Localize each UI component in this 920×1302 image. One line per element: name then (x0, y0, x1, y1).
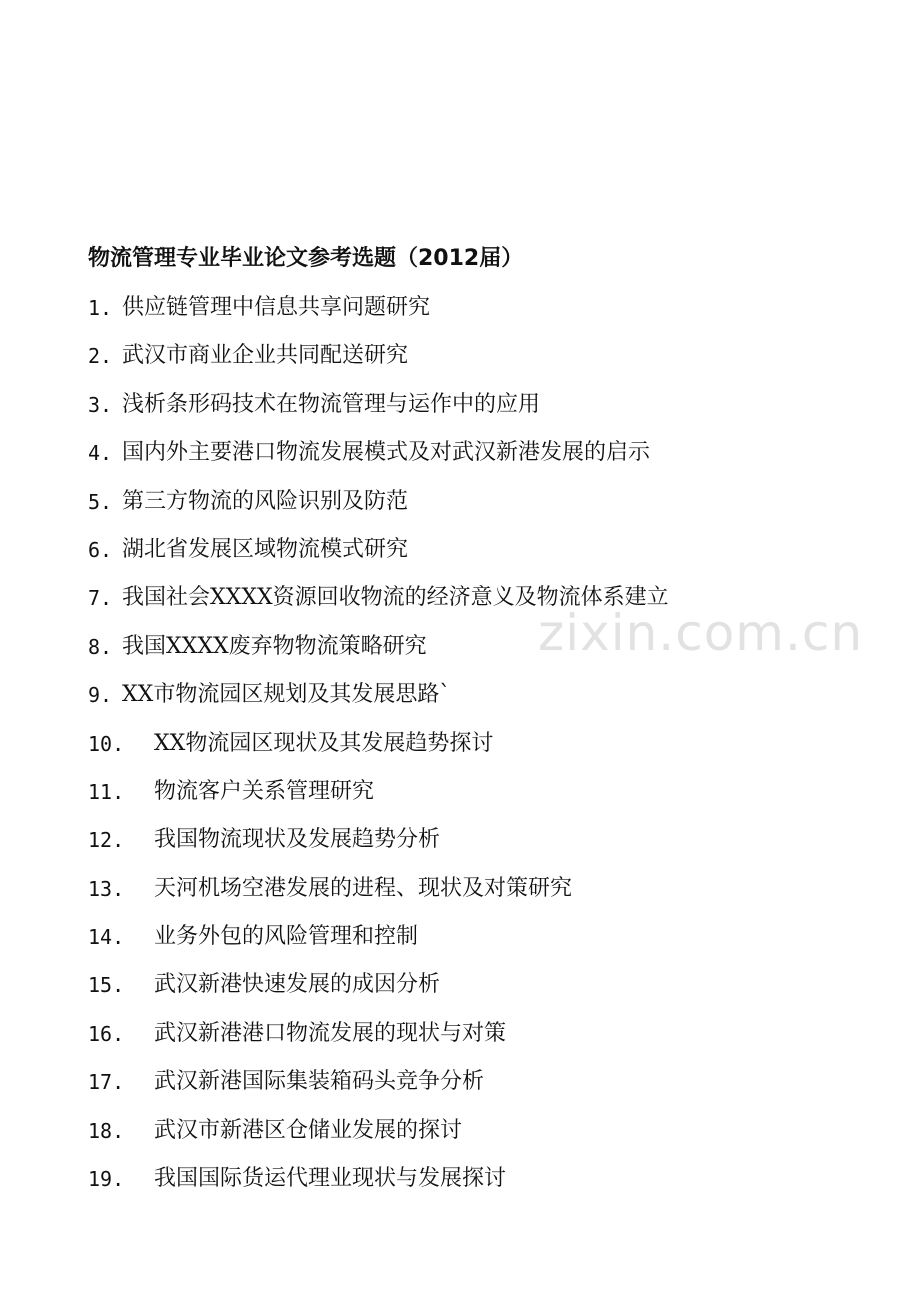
item-text: 武汉市新港区仓储业发展的探讨 (154, 1117, 463, 1143)
item-number: 16. (88, 1021, 125, 1046)
item-text: 武汉新港港口物流发展的现状与对策 (154, 1020, 507, 1046)
document-title: 物流管理专业毕业论文参考选题（2012届） (88, 246, 524, 271)
item-number: 19. (88, 1167, 125, 1192)
list-item (88, 776, 669, 824)
item-number: 13. (88, 876, 125, 901)
list-item (88, 1163, 669, 1211)
item-text: XX市物流园区规划及其发展思路` (122, 682, 451, 708)
list-item (88, 486, 669, 534)
item-text: 浅析条形码技术在物流管理与运作中的应用 (122, 391, 541, 417)
list-item (88, 728, 669, 776)
item-number: 9. (88, 683, 113, 708)
list-item (88, 631, 669, 679)
item-number: 2. (88, 344, 113, 369)
item-text: 湖北省发展区域物流模式研究 (122, 536, 409, 562)
item-number: 15. (88, 973, 125, 998)
item-number: 11. (88, 779, 125, 804)
list-item (88, 437, 669, 485)
item-text: 武汉新港快速发展的成因分析 (154, 972, 441, 998)
item-number: 7. (88, 586, 113, 611)
item-number: 3. (88, 392, 113, 417)
item-number: 5. (88, 489, 113, 514)
item-text: 我国物流现状及发展趋势分析 (154, 827, 441, 853)
item-text: 我国国际货运代理业现状与发展探讨 (154, 1166, 507, 1192)
list-item (88, 292, 669, 340)
watermark: zixin.com.cn (538, 604, 864, 662)
item-text: 物流客户关系管理研究 (154, 778, 375, 804)
list-item (88, 389, 669, 437)
list-item (88, 824, 669, 872)
item-number: 12. (88, 828, 125, 853)
list-item (88, 534, 669, 582)
item-text: 国内外主要港口物流发展模式及对武汉新港发展的启示 (122, 440, 651, 466)
item-text: 武汉市商业企业共同配送研究 (122, 343, 409, 369)
item-text: 我国社会XXXX资源回收物流的经济意义及物流体系建立 (122, 585, 669, 611)
item-text: XX物流园区现状及其发展趋势探讨 (154, 730, 494, 756)
item-number: 8. (88, 634, 113, 659)
list-item (88, 969, 669, 1017)
list-item (88, 340, 669, 388)
list-item (88, 1018, 669, 1066)
list-item (88, 873, 669, 921)
item-text: 武汉新港国际集装箱码头竞争分析 (154, 1069, 485, 1095)
item-number: 6. (88, 537, 113, 562)
item-text: 我国XXXX废弃物物流策略研究 (122, 633, 427, 659)
item-number: 1. (88, 296, 113, 320)
list-item (88, 1115, 669, 1163)
item-number: 18. (88, 1118, 125, 1143)
list-item (88, 679, 669, 727)
item-text: 供应链管理中信息共享问题研究 (122, 295, 431, 320)
list-item (88, 1066, 669, 1114)
item-number: 17. (88, 1070, 125, 1095)
item-number: 4. (88, 441, 113, 466)
item-text: 天河机场空港发展的进程、现状及对策研究 (154, 875, 573, 901)
item-number: 10. (88, 731, 125, 756)
topic-list (88, 292, 669, 1211)
item-number: 14. (88, 925, 125, 950)
item-text: 第三方物流的风险识别及防范 (122, 488, 409, 514)
item-text: 业务外包的风险管理和控制 (154, 924, 419, 950)
list-item (88, 921, 669, 969)
list-item (88, 582, 669, 630)
